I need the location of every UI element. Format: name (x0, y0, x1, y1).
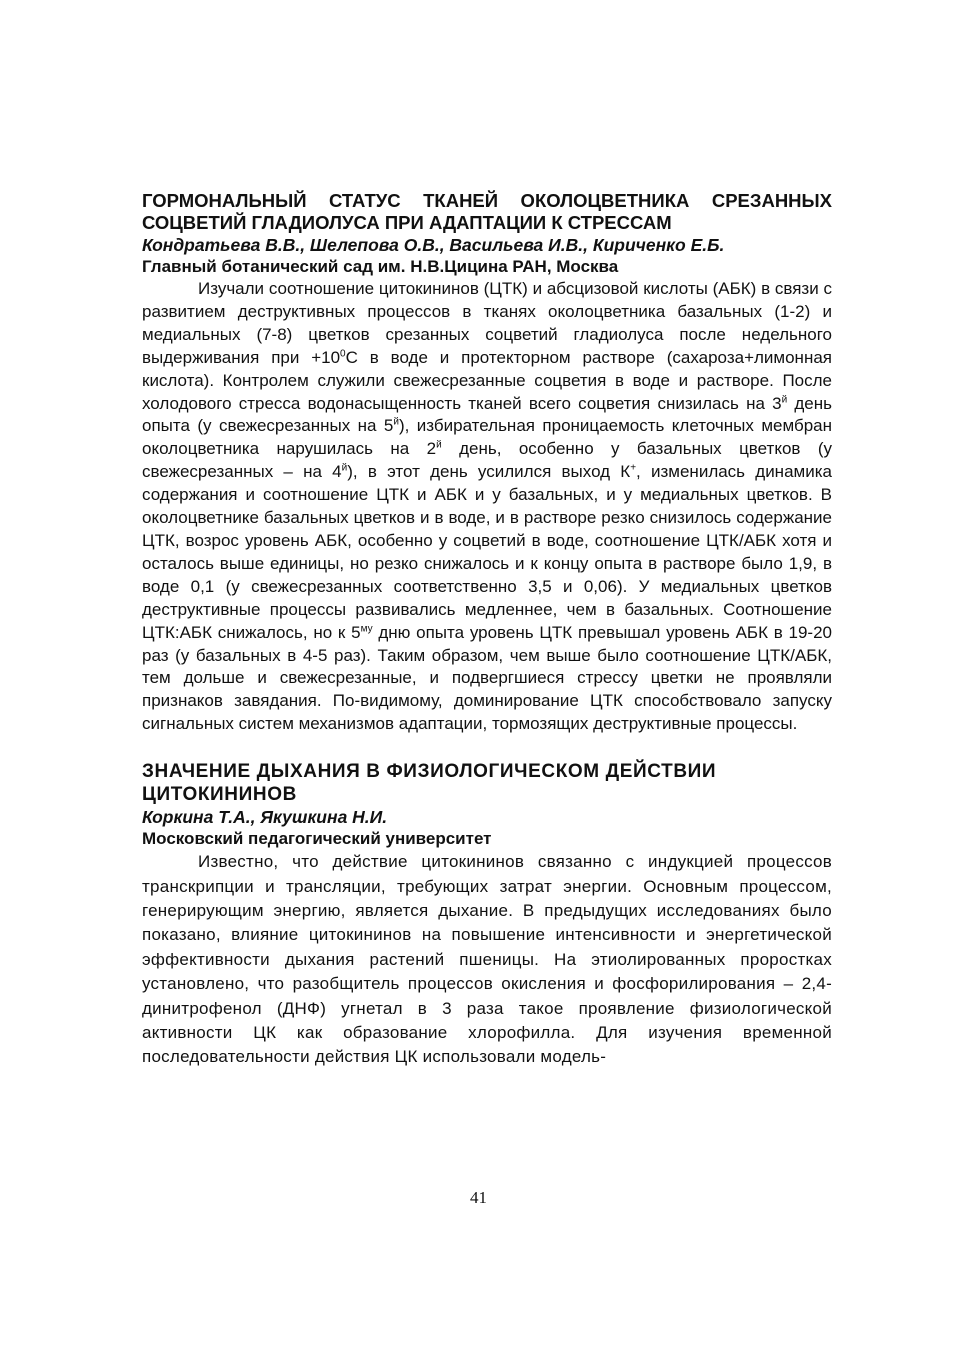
article-paragraph: Изучали соотношение цитокининов (ЦТК) и абсцизовой кислоты (АБК) в связи с развитием деструктивных процессов в тканях околоцветника базальных (1-2) и медиальных (7-8) цветков срезанных соцветий гладиолуса после недельного выдерживания при $+10^0С$ в воде и протекторном растворе (сахароза+лимонная кислота). Контролем служили свежесрезанные соцветия в воде и растворе. После холодового стресса водонасыщенность тканей всего соцветия снизилась на $3^й$ день опыта (у свежесрезанных на $5^й$), избирательная проницаемость клеточных мембран околоцветника нарушилась на $2^й$ день, особенно у базальных цветков (у свежесрезанных – на $4^й$), в этот день усилился выход К+, изменилась динамика содержания и соотношение ЦТК и АБК и у базальных, и у медиальных цветков. В околоцветнике базальных цветков и в воде, и в растворе резко снизилось содержание ЦТК, возрос уровень АБК, особенно у соцветий в воде, соотношение ЦТК/АБК хотя и осталось выше единицы, но резко снижалось и к концу опыта в растворе было 1,9, в воде 0,1 (у свежесрезанных соответственно 3,5 и 0,06). У медиальных цветков деструктивные процессы развивались медленнее, чем в базальных. Соотношение ЦТК:АБК снижалось, но к $5^{му}$ дню опыта уровень ЦТК превышал уровень АБК в 19-20 раз (у базальных в 4-5 раз). Таким образом, чем выше было соотношение ЦТК/АБК, тем дольше и свежесрезанные, и подвергшиеся стрессу цветки не проявляли признаков завядания. По-видимому, доминирование ЦТК способствовало запуску сигнальных систем механизмов адаптации, тормозящих деструктивные процессы. (142, 279, 832, 734)
page-content (142, 190, 832, 1070)
article-hormonal-status (142, 190, 832, 736)
article-authors: Коркина Т.А., Якушкина Н.И. (142, 807, 388, 828)
article-title: ГОРМОНАЛЬНЫЙ СТАТУС ТКАНЕЙ ОКОЛОЦВЕТНИКА СРЕЗАННЫХ СОЦВЕТИЙ ГЛАДИОЛУСА ПРИ АДАПТАЦИИ К СТРЕССАМ (142, 190, 832, 233)
page-number: 41 (470, 1188, 487, 1207)
article-title: ЗНАЧЕНИЕ ДЫХАНИЯ В ФИЗИОЛОГИЧЕСКОМ ДЕЙСТВИИ ЦИТОКИНИНОВ (142, 761, 717, 806)
article-affiliation: Московский педагогический университет (142, 829, 492, 849)
article-paragraph: Известно, что действие цитокининов связанно с индукцией процессов транскрипции и трансляции, требующих затрат энергии. Основным процессом, генерирующим энергию, является дыхание. В предыдущих исследованиях было показано, влияние цитокининов на повышение интенсивности и энергетической эффективности дыхания растений пшеницы. На этиолированных проростках установлено, что разобщитель процессов окисления и фосфорилирования – 2,4-динитрофенол (ДНФ) угнетал в 3 раза такое проявление физиологической активности ЦК как образование хлорофилла. Для изучения временной последовательности действия ЦК использовали модель- (142, 852, 832, 1067)
article-affiliation: Главный ботанический сад им. Н.В.Цицина РАН, Москва (142, 257, 619, 276)
article-respiration (142, 760, 832, 1070)
article-authors: Кондратьева В.В., Шелепова О.В., Васильева И.В., Кириченко Е.Б. (142, 235, 725, 255)
